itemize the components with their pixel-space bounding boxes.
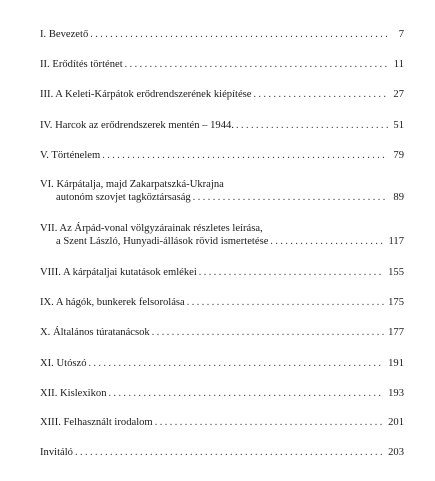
toc-entry-1 xyxy=(40,28,404,41)
toc-entry-10 xyxy=(40,326,404,339)
dot-leader xyxy=(155,416,384,429)
toc-entry-11 xyxy=(40,357,404,370)
toc-entry-2 xyxy=(40,58,404,71)
toc-entry-page: 51 xyxy=(393,120,404,131)
dot-leader xyxy=(152,326,384,339)
toc-entry-title-continued: autonóm szovjet tagköztársaság xyxy=(56,192,191,203)
toc-entry-page: 79 xyxy=(393,150,404,161)
toc-entry-page: 7 xyxy=(398,29,404,40)
toc-entry-3 xyxy=(40,88,404,101)
toc-entry-page: 193 xyxy=(388,388,404,399)
toc-entry-title-continued: a Szent László, Hunyadi-állások rövid ismertetése xyxy=(56,236,269,247)
toc-entry-page: 201 xyxy=(388,417,404,428)
toc-entry-9 xyxy=(40,296,404,309)
toc-entry-title: III. A Keleti-Kárpátok erődrendszerének kiépítése xyxy=(40,89,252,100)
dot-leader xyxy=(199,266,384,279)
dot-leader xyxy=(254,88,389,101)
toc-entry-14 xyxy=(40,446,404,459)
toc-entry-title: X. Általános túratanácsok xyxy=(40,327,150,338)
toc-entry-title: Invitáló xyxy=(40,447,73,458)
toc-entry-page: 27 xyxy=(393,89,404,100)
toc-entry-title: IX. A hágók, bunkerek felsorolása xyxy=(40,297,185,308)
toc-entry-page: 203 xyxy=(388,447,404,458)
toc-entry-title: VIII. A kárpátaljai kutatások emlékei xyxy=(40,267,197,278)
toc-entry-title: XIII. Felhasznált irodalom xyxy=(40,417,153,428)
dot-leader xyxy=(89,357,385,370)
dot-leader xyxy=(125,58,388,71)
dot-leader xyxy=(187,296,384,309)
toc-entry-page: 155 xyxy=(388,267,404,278)
toc-entry-13 xyxy=(40,416,404,429)
dot-leader xyxy=(90,28,388,41)
dot-leader xyxy=(270,235,384,248)
toc-entry-page: 177 xyxy=(388,327,404,338)
toc-entry-7 xyxy=(40,222,404,248)
dot-leader xyxy=(109,387,385,400)
dot-leader xyxy=(236,119,388,132)
dot-leader xyxy=(193,191,388,204)
toc-entry-4 xyxy=(40,119,404,132)
table-of-contents xyxy=(40,0,404,481)
toc-entry-5 xyxy=(40,149,404,162)
toc-entry-page: 89 xyxy=(393,192,404,203)
toc-entry-page: 11 xyxy=(393,59,404,70)
toc-entry-title: IV. Harcok az erődrendszerek mentén – 1944. xyxy=(40,120,234,131)
toc-entry-title: XI. Utószó xyxy=(40,358,87,369)
toc-entry-title: VI. Kárpátalja, majd Zakarpatszká-Ukrajna xyxy=(40,179,224,190)
toc-entry-12 xyxy=(40,387,404,400)
dot-leader xyxy=(75,446,384,459)
toc-entry-title: XII. Kislexikon xyxy=(40,388,107,399)
toc-entry-title: I. Bevezető xyxy=(40,29,89,40)
toc-entry-title: V. Történelem xyxy=(40,150,101,161)
toc-entry-page: 117 xyxy=(388,236,404,247)
toc-entry-title: II. Erődítés történet xyxy=(40,59,123,70)
toc-entry-title: VII. Az Árpád-vonal völgyzárainak részletes leírása, xyxy=(40,223,263,234)
toc-entry-page: 175 xyxy=(388,297,404,308)
toc-entry-6 xyxy=(40,178,404,204)
toc-entry-8 xyxy=(40,266,404,279)
dot-leader xyxy=(102,149,388,162)
toc-entry-page: 191 xyxy=(388,358,404,369)
